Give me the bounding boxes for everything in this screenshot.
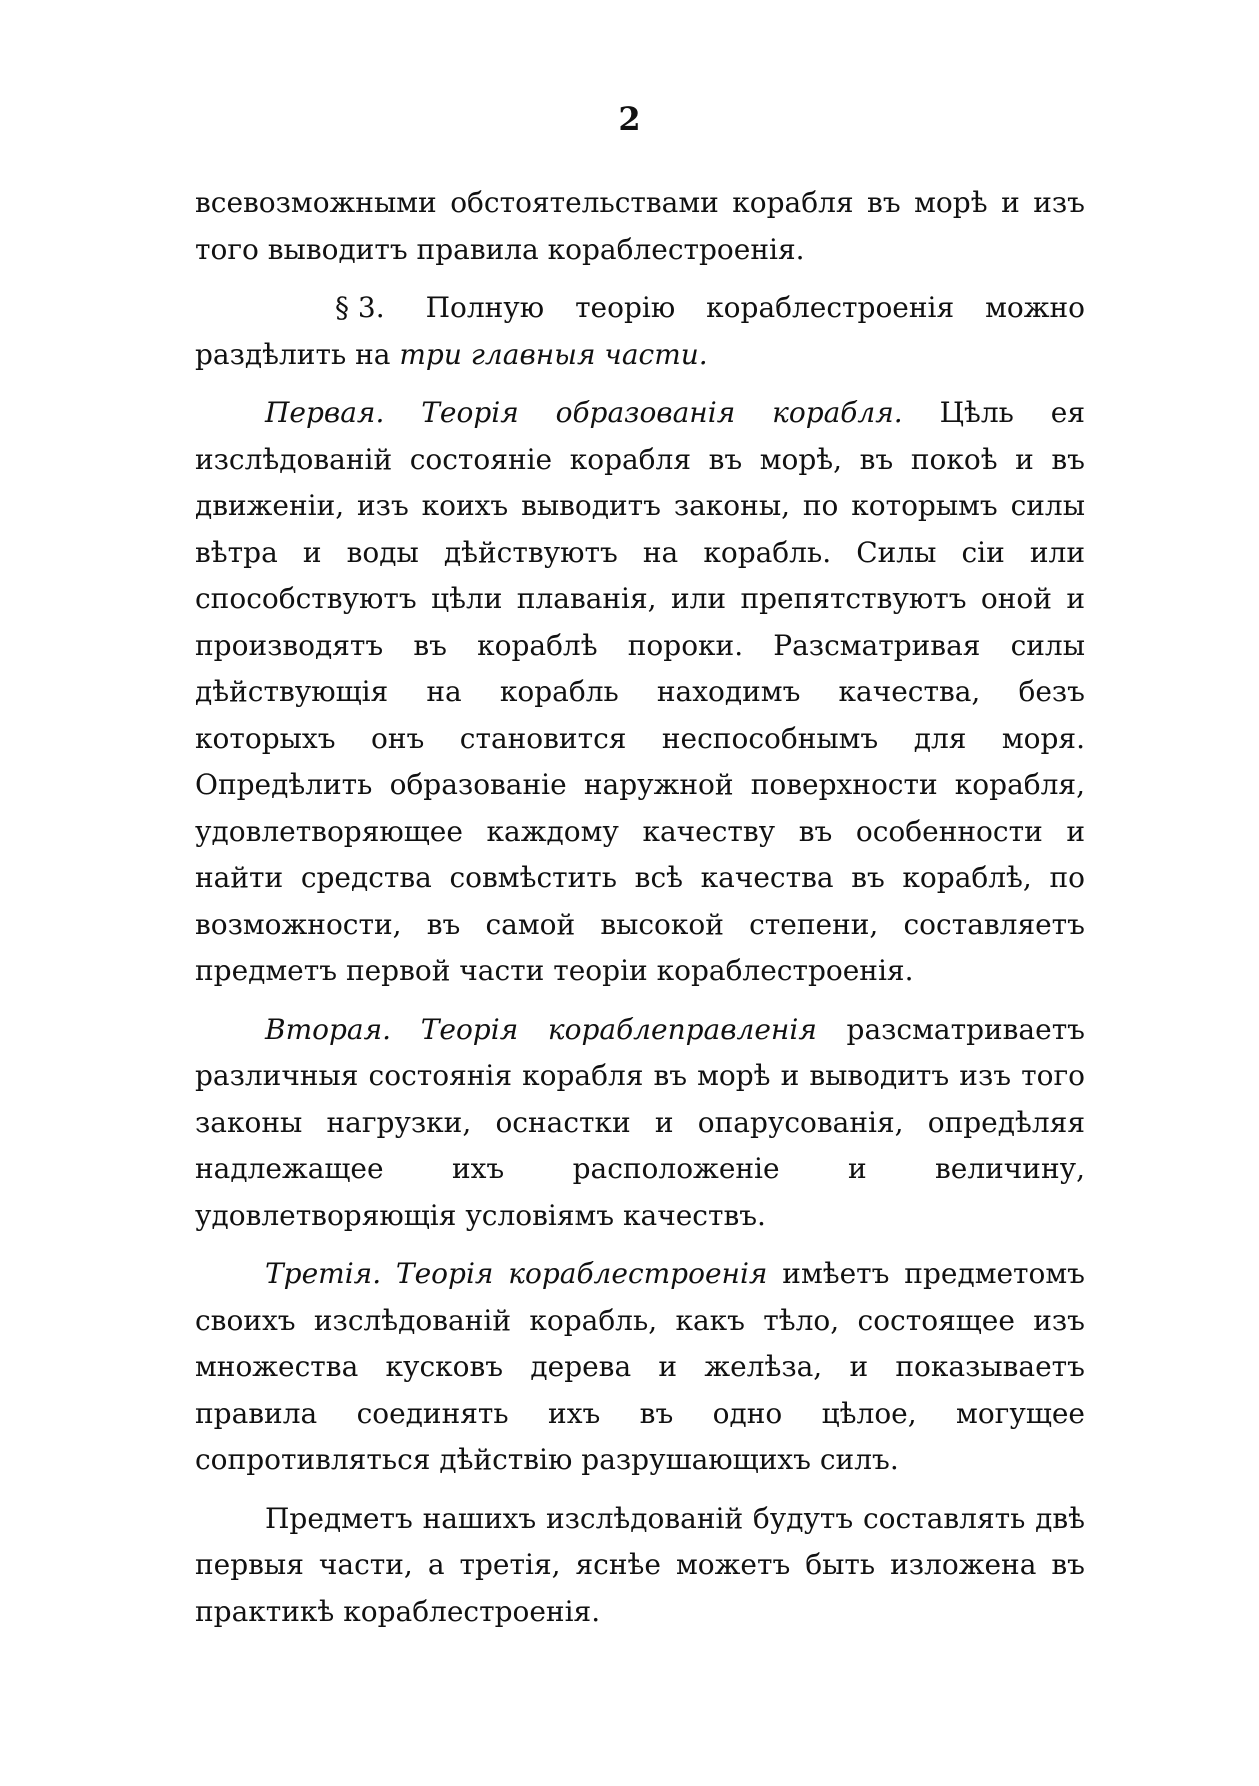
second-part-text: разсматриваетъ различныя состоянія корабля въ морѣ и выводитъ изъ того законы нагрузки, оснастки и опарусованія, опредѣляя надлежащее ихъ расположеніе и величину, удовлетворяющія условіямъ качествъ. [195, 1012, 1085, 1232]
body-text [195, 180, 1085, 1647]
section-3-text: Полную теорію кораблестроенія можно раздѣлить на [195, 291, 1086, 371]
paragraph-section-3 [195, 285, 1085, 378]
paragraph-third-part [195, 1251, 1085, 1484]
second-part-heading: Вторая. Теорія кораблеправленія [265, 1012, 817, 1046]
paragraph-conclusion [195, 1496, 1085, 1636]
conclusion-text: Предметъ нашихъ изслѣдованій будутъ составлять двѣ первыя части, а третія, яснѣе можетъ быть изложена въ практикѣ кораблестроенія. [195, 1501, 1085, 1628]
paragraph-continuation-text: всевозможными обстоятельствами корабля въ морѣ и изъ того выводитъ правила кораблестроенія. [195, 186, 1085, 266]
section-mark: § 3. [335, 291, 385, 324]
paragraph-second-part [195, 1007, 1085, 1240]
paragraph-first-part [195, 390, 1085, 995]
first-part-text: Цѣль ея изслѣдованій состояніе корабля въ морѣ, въ покоѣ и въ движеніи, изъ коихъ выводитъ законы, по которымъ силы вѣтра и воды дѣйствуютъ на корабль. Силы сіи или способствуютъ цѣли плаванія, или препятствуютъ оной и производятъ въ кораблѣ пороки. Разсматривая силы дѣйствующія на корабль находимъ качества, безъ которыхъ онъ становится неспособнымъ для моря. Опредѣлить образованіе наружной поверхности корабля, удовлетворяющее каждому качеству въ особенности и найти средства совмѣстить всѣ качества въ кораблѣ, по возможности, въ самой высокой степени, составляетъ предметъ первой части теоріи кораблестроенія. [195, 396, 1086, 987]
third-part-text: имѣетъ предметомъ своихъ изслѣдованій корабль, какъ тѣло, состоящее изъ множества кусковъ дерева и желѣза, и показываетъ правила соединять ихъ въ одно цѣлое, могущее сопротивляться дѣйствію разрушающихъ силъ. [195, 1257, 1085, 1476]
page-number: 2 [618, 100, 641, 138]
first-part-heading: Первая. Теорія образованія корабля. [265, 396, 903, 429]
third-part-heading: Третія. Теорія кораблестроенія [265, 1257, 768, 1290]
section-3-italic: три главныя части. [399, 337, 708, 371]
paragraph-continuation [195, 180, 1085, 273]
